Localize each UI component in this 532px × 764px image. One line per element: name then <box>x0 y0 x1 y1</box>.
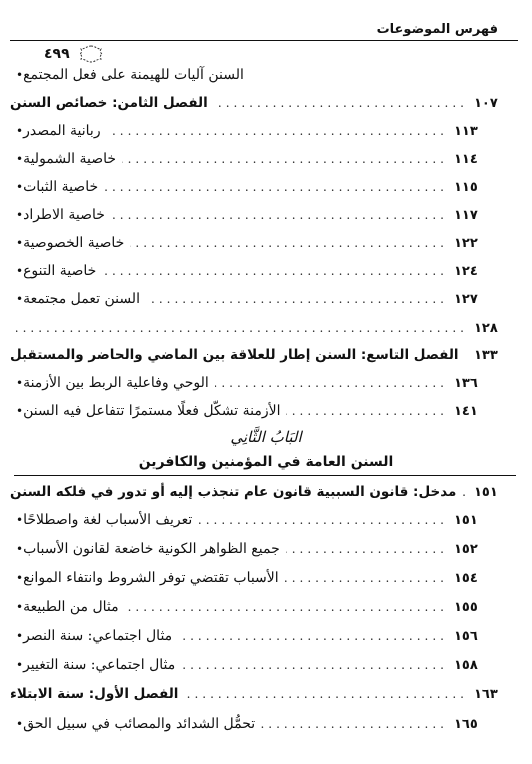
dot-leader <box>107 124 448 138</box>
bullet-icon: • <box>16 404 24 418</box>
section-title: السنن العامة في المؤمنين والكافرين <box>138 454 394 470</box>
bullet-icon: • <box>16 542 24 556</box>
entry-title: الوحي وفاعلية الربط بين الأزمنة <box>23 375 209 391</box>
bullet-icon: • <box>16 600 24 614</box>
entry-page: ١٠٧ <box>474 96 498 111</box>
chapter-title: الفصل الأول: سنة الابتلاء <box>10 686 179 702</box>
entry-title: تحمُّل الشدائد والمصائب في سبيل الحق <box>23 716 256 732</box>
dot-leader <box>261 717 448 731</box>
bullet-icon: • <box>16 376 24 390</box>
dot-leader <box>130 236 448 250</box>
entry-page: ١٥١ <box>474 485 498 500</box>
dot-leader <box>214 96 468 110</box>
toc-entry <box>10 657 496 673</box>
entry-title: خاصية الاطراد <box>23 207 105 223</box>
section-rule <box>14 475 516 476</box>
entry-title: تعريف الأسباب لغة واصطلاحًا <box>23 512 193 528</box>
running-title: فهرس الموضوعات <box>376 22 498 37</box>
bullet-icon: • <box>16 292 24 306</box>
entry-page: ١٢٨ <box>474 321 498 336</box>
dot-leader <box>178 629 448 643</box>
bullet-icon: • <box>16 68 24 82</box>
toc-entry <box>10 375 496 391</box>
entry-title: جميع الظواهر الكونية خاضعة لقانون الأسباب <box>23 541 280 557</box>
entry-page: ١١٤ <box>454 152 478 167</box>
entry-title: خاصية الشمولية <box>23 151 117 167</box>
entry-title: الأسباب تقتضي توفر الشروط وانتفاء الموانع <box>23 570 279 586</box>
entry-page: ١١٣ <box>454 124 478 139</box>
entry-title: الأزمنة تشكّل فعلًا مستمرًا تتفاعل فيه السنن <box>23 403 281 419</box>
toc-chapter-entry <box>10 686 516 702</box>
entry-page: ١١٥ <box>454 180 478 195</box>
dot-leader <box>198 513 448 527</box>
entry-title: مثال من الطبيعة <box>23 599 119 615</box>
entry-title: السنن تعمل مجتمعة <box>23 291 140 307</box>
dot-leader <box>111 208 448 222</box>
dot-leader <box>184 687 468 701</box>
dot-leader <box>462 485 468 499</box>
entry-page: ١٥١ <box>454 513 478 528</box>
dot-leader <box>16 321 468 335</box>
entry-page: ١٤١ <box>454 404 478 419</box>
entry-title: خاصية الخصوصية <box>23 235 125 251</box>
bullet-icon: • <box>16 513 24 527</box>
entry-title: خاصية الثبات <box>23 179 99 195</box>
toc-entry <box>10 403 496 419</box>
entry-page: ١٢٢ <box>454 236 478 251</box>
toc-entry <box>10 291 496 307</box>
toc-chapter-entry <box>10 347 516 363</box>
toc-entry <box>10 123 496 139</box>
toc-entry <box>10 512 496 528</box>
entry-title: السنن آليات للهيمنة على فعل المجتمع <box>23 67 244 83</box>
bullet-icon: • <box>16 152 24 166</box>
toc-entry <box>10 151 496 167</box>
dot-leader <box>102 264 448 278</box>
dot-leader <box>285 571 448 585</box>
bullet-icon: • <box>16 629 24 643</box>
section-ornament-title: البَابُ الثَّانِي <box>230 428 302 446</box>
dot-leader <box>181 658 448 672</box>
chapter-title: الفصل الثامن: خصائص السنن <box>10 95 208 111</box>
toc-entry <box>10 541 496 557</box>
entry-page: ١١٧ <box>454 208 478 223</box>
page-number-block <box>44 44 104 64</box>
bullet-icon: • <box>16 717 24 731</box>
dot-leader <box>125 600 448 614</box>
entry-title: مثال اجتماعي: سنة النصر <box>23 628 173 644</box>
dot-leader <box>104 180 448 194</box>
entry-title: مثال اجتماعي: سنة التغيير <box>23 657 176 673</box>
bullet-icon: • <box>16 236 24 250</box>
entry-page: ١٣٣ <box>474 348 498 363</box>
toc-entry <box>10 628 496 644</box>
entry-page: ١٢٤ <box>454 264 478 279</box>
toc-entry <box>10 207 496 223</box>
entry-title: خاصية التنوع <box>23 263 97 279</box>
entry-page: ١٥٢ <box>454 542 478 557</box>
toc-entry <box>10 179 496 195</box>
toc-entry <box>10 716 496 732</box>
entry-page: ١٥٤ <box>454 571 478 586</box>
bullet-icon: • <box>16 264 24 278</box>
entry-page: ١٢٧ <box>454 292 478 307</box>
ornament-icon <box>78 44 104 64</box>
entry-page: ١٥٥ <box>454 600 478 615</box>
dot-leader <box>146 292 448 306</box>
bullet-icon: • <box>16 124 24 138</box>
toc-chapter-entry <box>10 484 516 500</box>
toc-entry <box>10 570 496 586</box>
dot-leader <box>215 376 448 390</box>
chapter-title: مدخل: قانون السببية قانون عام تنجذب إليه أو تدور في فلكه السنن <box>10 484 457 500</box>
bullet-icon: • <box>16 180 24 194</box>
header-rule <box>10 40 518 41</box>
toc-entry <box>10 599 496 615</box>
dot-leader <box>465 348 468 362</box>
toc-entry <box>10 263 496 279</box>
entry-page: ١٥٨ <box>454 658 478 673</box>
toc-entry <box>10 67 496 83</box>
dot-leader <box>122 152 448 166</box>
entry-page: ١٣٦ <box>454 376 478 391</box>
entry-page: ١٦٥ <box>454 717 478 732</box>
toc-chapter-entry <box>10 95 516 111</box>
bullet-icon: • <box>16 571 24 585</box>
dot-leader <box>286 542 448 556</box>
entry-page: ١٦٣ <box>474 687 498 702</box>
dot-leader <box>286 404 448 418</box>
bullet-icon: • <box>16 208 24 222</box>
chapter-title: الفصل التاسع: السنن إطار للعلاقة بين الماضي والحاضر والمستقبل <box>10 347 459 363</box>
page-number: ٤٩٩ <box>44 46 70 62</box>
entry-title: ربانية المصدر <box>23 123 101 139</box>
bullet-icon: • <box>16 658 24 672</box>
entry-page: ١٥٦ <box>454 629 478 644</box>
toc-entry <box>10 235 496 251</box>
toc-page-only <box>10 321 516 336</box>
